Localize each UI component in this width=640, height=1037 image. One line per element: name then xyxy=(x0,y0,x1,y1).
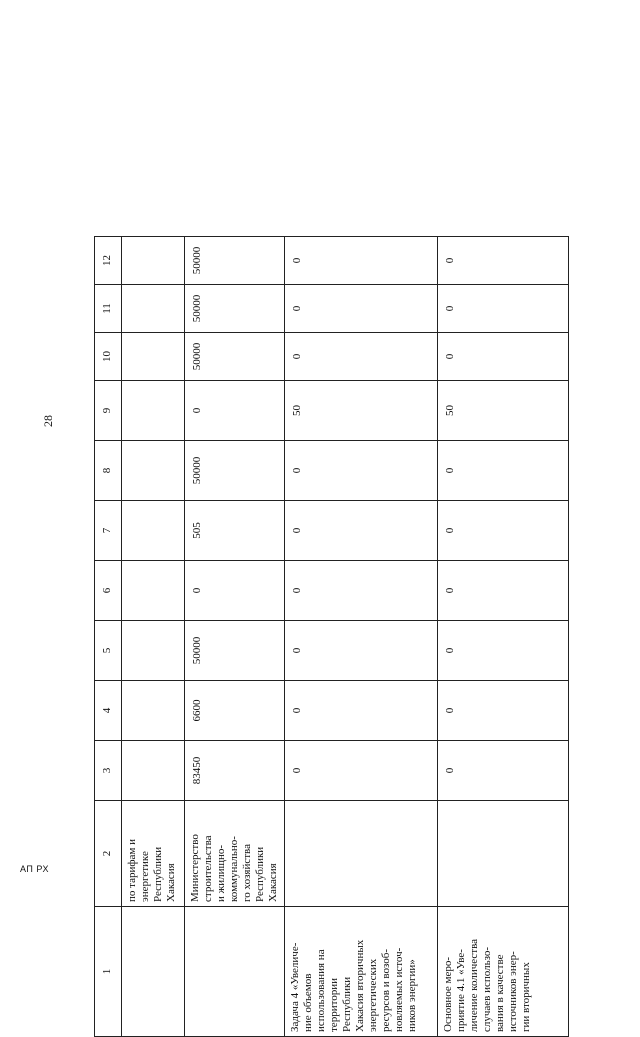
header-cell: 1 xyxy=(95,907,122,1037)
table-cell: 0 xyxy=(285,621,438,681)
table-cell: 0 xyxy=(285,285,438,333)
table-cell: 0 xyxy=(438,561,569,621)
table-cell: 83450 xyxy=(185,741,285,801)
table-cell: 0 xyxy=(438,237,569,285)
table-cell: 50 xyxy=(438,381,569,441)
header-cell: 8 xyxy=(95,441,122,501)
table-cell: 0 xyxy=(285,561,438,621)
table-cell: 50000 xyxy=(185,285,285,333)
table-cell xyxy=(122,741,185,801)
header-cell: 12 xyxy=(95,237,122,285)
table-cell xyxy=(122,333,185,381)
table-cell: 505 xyxy=(185,501,285,561)
table-cell: 0 xyxy=(438,333,569,381)
table-cell: 0 xyxy=(438,501,569,561)
table-cell: 50 xyxy=(285,381,438,441)
table-cell: 50000 xyxy=(185,237,285,285)
table-cell: 0 xyxy=(438,621,569,681)
rotated-table-container xyxy=(94,237,584,1037)
table-cell: 6600 xyxy=(185,681,285,741)
table-cell xyxy=(438,801,569,907)
table-cell xyxy=(122,237,185,285)
header-row xyxy=(95,237,122,1037)
table-row xyxy=(185,237,285,1037)
table-cell: 0 xyxy=(438,441,569,501)
table-cell: 0 xyxy=(438,741,569,801)
table-cell xyxy=(122,621,185,681)
table-cell: 0 xyxy=(185,561,285,621)
header-cell: 4 xyxy=(95,681,122,741)
table-cell: 50000 xyxy=(185,441,285,501)
table-cell: 50000 xyxy=(185,621,285,681)
table-cell: Министерство строительства и жилищно- коммунально- го хозяйства Республики Хакасия xyxy=(185,801,285,907)
table-cell xyxy=(122,441,185,501)
header-cell: 2 xyxy=(95,801,122,907)
table-cell xyxy=(122,501,185,561)
table-cell xyxy=(122,681,185,741)
header-cell: 3 xyxy=(95,741,122,801)
header-cell: 11 xyxy=(95,285,122,333)
table-cell xyxy=(122,561,185,621)
table-cell: Основное меро- приятие 4.1 «Уве- личение количества случаев использо- вания в качестве источников энер- гии вторичных xyxy=(438,907,569,1037)
table-cell xyxy=(122,381,185,441)
table-cell xyxy=(185,907,285,1037)
header-cell: 6 xyxy=(95,561,122,621)
table-cell: Задача 4 «Увеличе- ние объемов использования на территории Республики Хакасия вторичных энергетических ресурсов и возоб- новляемых источ- ников энергии» xyxy=(285,907,438,1037)
table-cell: 0 xyxy=(285,441,438,501)
table-cell: 0 xyxy=(285,741,438,801)
page-number: 28 xyxy=(41,415,55,427)
table-cell: 0 xyxy=(185,381,285,441)
table-cell xyxy=(122,285,185,333)
data-table xyxy=(94,236,569,1037)
table-cell xyxy=(122,907,185,1037)
table-cell: 0 xyxy=(438,285,569,333)
footer-mark: АП РХ xyxy=(20,864,49,874)
table-row xyxy=(285,237,438,1037)
table-cell: 0 xyxy=(285,333,438,381)
table-cell: 0 xyxy=(285,681,438,741)
table-row xyxy=(122,237,185,1037)
table-cell: 0 xyxy=(438,681,569,741)
header-cell: 5 xyxy=(95,621,122,681)
header-cell: 7 xyxy=(95,501,122,561)
table-cell xyxy=(285,801,438,907)
table-cell: 0 xyxy=(285,237,438,285)
table-row xyxy=(438,237,569,1037)
header-cell: 9 xyxy=(95,381,122,441)
table-cell: 50000 xyxy=(185,333,285,381)
header-cell: 10 xyxy=(95,333,122,381)
table-cell: по тарифам и энергетике Республики Хакасия xyxy=(122,801,185,907)
table-cell: 0 xyxy=(285,501,438,561)
